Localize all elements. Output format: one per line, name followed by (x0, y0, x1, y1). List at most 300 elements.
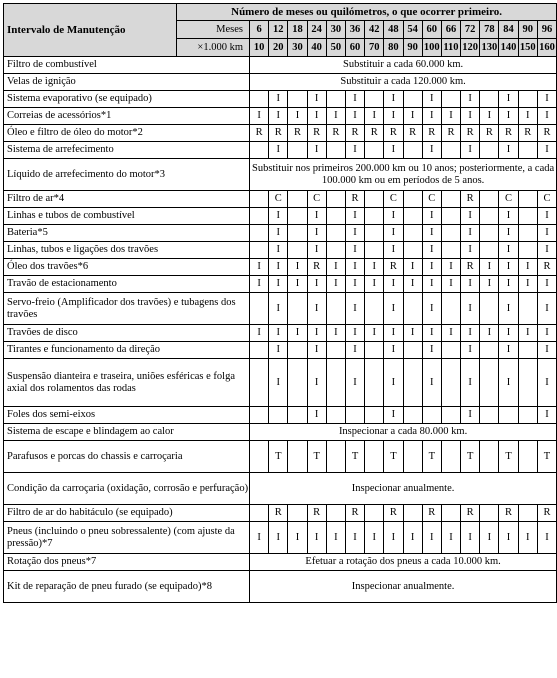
service-mark-cell: I (345, 108, 364, 125)
service-mark-cell: R (269, 125, 288, 142)
maintenance-item-label: Filtro de ar do habitáculo (se equipado) (4, 505, 250, 522)
service-mark-cell (403, 359, 422, 407)
service-mark-cell: R (384, 259, 403, 276)
service-mark-cell: I (422, 259, 441, 276)
service-mark-cell: I (307, 208, 326, 225)
service-mark-cell: I (384, 325, 403, 342)
service-mark-cell (250, 142, 269, 159)
service-mark-cell: I (288, 108, 307, 125)
service-mark-cell (250, 208, 269, 225)
service-mark-cell: I (384, 91, 403, 108)
service-mark-cell (288, 208, 307, 225)
service-mark-cell: I (461, 91, 480, 108)
table-row (4, 259, 557, 276)
interval-instruction: Efetuar a rotação dos pneus a cada 10.000 km. (250, 554, 557, 571)
service-mark-cell: R (537, 505, 556, 522)
table-row (4, 359, 557, 407)
service-mark-cell (288, 91, 307, 108)
maintenance-item-label: Foles dos semi-eixos (4, 407, 250, 424)
service-mark-cell: I (326, 325, 345, 342)
service-mark-cell (250, 505, 269, 522)
service-mark-cell (403, 225, 422, 242)
service-mark-cell: I (345, 342, 364, 359)
service-mark-cell (365, 293, 384, 325)
service-mark-cell: I (250, 276, 269, 293)
service-mark-cell: I (269, 342, 288, 359)
interval-instruction: Inspecionar anualmente. (250, 571, 557, 603)
service-mark-cell: I (422, 293, 441, 325)
service-mark-cell: R (345, 505, 364, 522)
month-header-cell: 90 (518, 21, 537, 39)
service-mark-cell: I (384, 276, 403, 293)
service-mark-cell (403, 208, 422, 225)
km-header-cell: 130 (480, 39, 499, 57)
service-mark-cell: I (461, 325, 480, 342)
service-mark-cell: R (441, 125, 460, 142)
service-mark-cell: I (422, 522, 441, 554)
interval-instruction: Substituir nos primeiros 200.000 km ou 10 anos; posteriormente, a cada 100.000 km ou em períodos de 5 anos. (250, 159, 557, 191)
service-mark-cell: I (345, 276, 364, 293)
service-mark-cell (441, 359, 460, 407)
service-mark-cell (288, 142, 307, 159)
service-mark-cell (365, 342, 384, 359)
service-mark-cell: I (461, 225, 480, 242)
service-mark-cell: C (499, 191, 518, 208)
service-mark-cell (250, 359, 269, 407)
service-mark-cell (403, 91, 422, 108)
service-mark-cell: I (269, 225, 288, 242)
service-mark-cell: T (499, 441, 518, 473)
service-mark-cell: I (307, 407, 326, 424)
service-mark-cell (441, 142, 460, 159)
service-mark-cell: I (307, 91, 326, 108)
service-mark-cell (365, 191, 384, 208)
interval-instruction: Inspecionar a cada 80.000 km. (250, 424, 557, 441)
maintenance-item-label: Parafusos e porcas do chassis e carroçaria (4, 441, 250, 473)
service-mark-cell: I (403, 108, 422, 125)
service-mark-cell (441, 441, 460, 473)
maintenance-item-label: Condição da carroçaria (oxidação, corrosão e perfuração) (4, 473, 250, 505)
service-mark-cell: I (307, 293, 326, 325)
header-row-title (4, 4, 557, 21)
service-mark-cell (365, 441, 384, 473)
service-mark-cell: I (269, 208, 288, 225)
service-mark-cell (365, 359, 384, 407)
service-mark-cell (441, 225, 460, 242)
service-mark-cell (499, 407, 518, 424)
service-mark-cell (518, 441, 537, 473)
service-mark-cell (518, 208, 537, 225)
service-mark-cell (518, 293, 537, 325)
service-mark-cell (250, 242, 269, 259)
service-mark-cell: I (537, 108, 556, 125)
service-mark-cell: T (269, 441, 288, 473)
service-mark-cell: I (307, 108, 326, 125)
service-mark-cell (403, 441, 422, 473)
km-header-cell: 70 (365, 39, 384, 57)
maintenance-item-label: Servo-freio (Amplificador dos travões) e tubagens dos travões (4, 293, 250, 325)
service-mark-cell: I (461, 108, 480, 125)
service-mark-cell (441, 505, 460, 522)
service-mark-cell: R (384, 505, 403, 522)
service-mark-cell: T (537, 441, 556, 473)
service-mark-cell (326, 208, 345, 225)
table-row (4, 74, 557, 91)
service-mark-cell: I (269, 359, 288, 407)
service-mark-cell: R (422, 505, 441, 522)
maintenance-item-label: Filtro de combustível (4, 57, 250, 74)
service-mark-cell: I (537, 342, 556, 359)
service-mark-cell: I (499, 91, 518, 108)
month-header-cell: 42 (365, 21, 384, 39)
service-mark-cell (250, 225, 269, 242)
month-header-cell: 12 (269, 21, 288, 39)
service-mark-cell: I (250, 108, 269, 125)
month-header-cell: 66 (441, 21, 460, 39)
service-mark-cell: T (384, 441, 403, 473)
month-header-cell: 30 (326, 21, 345, 39)
service-mark-cell: I (441, 108, 460, 125)
service-mark-cell: I (307, 276, 326, 293)
table-row (4, 276, 557, 293)
service-mark-cell: I (326, 522, 345, 554)
months-label: Meses (177, 21, 250, 39)
service-mark-cell: R (345, 191, 364, 208)
km-header-cell: 140 (499, 39, 518, 57)
service-mark-cell: I (403, 325, 422, 342)
service-mark-cell: I (269, 522, 288, 554)
service-mark-cell: I (345, 242, 364, 259)
service-mark-cell: T (345, 441, 364, 473)
service-mark-cell (250, 342, 269, 359)
service-mark-cell: R (345, 125, 364, 142)
service-mark-cell (480, 505, 499, 522)
service-mark-cell: I (384, 225, 403, 242)
service-mark-cell (441, 342, 460, 359)
service-mark-cell: I (499, 242, 518, 259)
service-mark-cell: I (326, 108, 345, 125)
month-header-cell: 60 (422, 21, 441, 39)
service-mark-cell: I (480, 276, 499, 293)
service-mark-cell: I (307, 359, 326, 407)
service-mark-cell: I (250, 259, 269, 276)
table-row (4, 125, 557, 142)
service-mark-cell (403, 505, 422, 522)
table-row (4, 325, 557, 342)
service-mark-cell: I (499, 342, 518, 359)
service-mark-cell: R (307, 125, 326, 142)
service-mark-cell: I (461, 142, 480, 159)
table-row (4, 441, 557, 473)
service-mark-cell: I (499, 142, 518, 159)
month-header-cell: 18 (288, 21, 307, 39)
service-mark-cell (288, 359, 307, 407)
service-mark-cell: I (461, 359, 480, 407)
service-mark-cell: I (384, 342, 403, 359)
service-mark-cell (326, 191, 345, 208)
service-mark-cell: R (499, 125, 518, 142)
table-row (4, 522, 557, 554)
maintenance-item-label: Kit de reparação de pneu furado (se equipado)*8 (4, 571, 250, 603)
km-header-cell: 40 (307, 39, 326, 57)
service-mark-cell: I (307, 225, 326, 242)
km-header-cell: 90 (403, 39, 422, 57)
km-header-cell: 120 (461, 39, 480, 57)
month-header-cell: 24 (307, 21, 326, 39)
maintenance-item-label: Óleo e filtro de óleo do motor*2 (4, 125, 250, 142)
service-mark-cell: I (345, 225, 364, 242)
service-mark-cell: I (422, 108, 441, 125)
service-mark-cell (518, 91, 537, 108)
service-mark-cell: C (384, 191, 403, 208)
maintenance-item-label: Sistema de arrefecimento (4, 142, 250, 159)
service-mark-cell: I (345, 293, 364, 325)
service-mark-cell (326, 293, 345, 325)
table-row (4, 424, 557, 441)
service-mark-cell: I (499, 225, 518, 242)
service-mark-cell: C (307, 191, 326, 208)
service-mark-cell: I (365, 276, 384, 293)
maintenance-item-label: Suspensão dianteira e traseira, uniões esféricas e folga axial dos rolamentos das rodas (4, 359, 250, 407)
service-mark-cell (518, 505, 537, 522)
service-mark-cell: T (461, 441, 480, 473)
table-row (4, 407, 557, 424)
service-mark-cell (518, 342, 537, 359)
table-row (4, 293, 557, 325)
service-mark-cell (365, 91, 384, 108)
service-mark-cell: I (422, 359, 441, 407)
service-mark-cell: R (326, 125, 345, 142)
service-mark-cell: I (288, 259, 307, 276)
service-mark-cell: I (307, 142, 326, 159)
service-mark-cell: I (384, 108, 403, 125)
service-mark-cell: I (499, 325, 518, 342)
service-mark-cell: I (422, 91, 441, 108)
service-mark-cell (326, 441, 345, 473)
service-mark-cell: I (384, 242, 403, 259)
service-mark-cell: I (422, 208, 441, 225)
service-mark-cell: I (518, 325, 537, 342)
service-mark-cell (480, 242, 499, 259)
service-mark-cell: I (326, 259, 345, 276)
interval-corner-header: Intervalo de Manutenção (4, 4, 177, 57)
service-mark-cell (250, 191, 269, 208)
service-mark-cell (250, 441, 269, 473)
service-mark-cell: R (403, 125, 422, 142)
table-row (4, 191, 557, 208)
service-mark-cell: I (326, 276, 345, 293)
km-header-cell: 30 (288, 39, 307, 57)
table-row (4, 554, 557, 571)
service-mark-cell: C (422, 191, 441, 208)
service-mark-cell (403, 242, 422, 259)
service-mark-cell: I (461, 208, 480, 225)
service-mark-cell: I (461, 342, 480, 359)
service-mark-cell (518, 359, 537, 407)
service-mark-cell: I (499, 208, 518, 225)
maintenance-item-label: Linhas, tubos e ligações dos travões (4, 242, 250, 259)
km-header-cell: 100 (422, 39, 441, 57)
service-mark-cell: I (461, 407, 480, 424)
service-mark-cell (326, 242, 345, 259)
service-mark-cell: I (537, 225, 556, 242)
service-mark-cell: C (537, 191, 556, 208)
service-mark-cell (441, 407, 460, 424)
service-mark-cell: I (537, 325, 556, 342)
service-mark-cell (326, 505, 345, 522)
service-mark-cell: I (461, 276, 480, 293)
service-mark-cell: R (537, 125, 556, 142)
maintenance-item-label: Bateria*5 (4, 225, 250, 242)
service-mark-cell: I (422, 142, 441, 159)
maintenance-item-label: Pneus (incluindo o pneu sobressalente) (com ajuste da pressão)*7 (4, 522, 250, 554)
month-header-cell: 36 (345, 21, 364, 39)
km-header-cell: 50 (326, 39, 345, 57)
service-mark-cell (403, 407, 422, 424)
service-mark-cell: I (345, 142, 364, 159)
service-mark-cell: I (441, 522, 460, 554)
service-mark-cell: I (480, 325, 499, 342)
service-mark-cell: T (422, 441, 441, 473)
service-mark-cell: I (537, 208, 556, 225)
service-mark-cell: I (422, 276, 441, 293)
service-mark-cell: I (288, 276, 307, 293)
service-mark-cell (365, 242, 384, 259)
service-mark-cell: I (384, 359, 403, 407)
service-mark-cell (480, 293, 499, 325)
service-mark-cell: I (480, 522, 499, 554)
month-header-cell: 6 (250, 21, 269, 39)
service-mark-cell: I (537, 407, 556, 424)
maintenance-item-label: Tirantes e funcionamento da direção (4, 342, 250, 359)
service-mark-cell: I (461, 522, 480, 554)
service-mark-cell (518, 225, 537, 242)
service-mark-cell (441, 293, 460, 325)
table-row (4, 505, 557, 522)
service-mark-cell (441, 91, 460, 108)
maintenance-item-label: Líquido de arrefecimento do motor*3 (4, 159, 250, 191)
service-mark-cell (518, 407, 537, 424)
service-mark-cell: I (403, 259, 422, 276)
table-row (4, 208, 557, 225)
service-mark-cell (365, 142, 384, 159)
service-mark-cell (326, 342, 345, 359)
service-mark-cell: R (384, 125, 403, 142)
km-header-cell: 160 (537, 39, 556, 57)
maintenance-item-label: Filtro de ar*4 (4, 191, 250, 208)
service-mark-cell: I (365, 259, 384, 276)
service-mark-cell (441, 208, 460, 225)
service-mark-cell (365, 505, 384, 522)
service-mark-cell: I (422, 242, 441, 259)
service-mark-cell: I (518, 108, 537, 125)
table-row (4, 142, 557, 159)
service-mark-cell: I (250, 325, 269, 342)
interval-instruction: Inspecionar anualmente. (250, 473, 557, 505)
service-mark-cell: I (537, 142, 556, 159)
service-mark-cell (403, 191, 422, 208)
service-mark-cell (288, 441, 307, 473)
km-header-cell: 110 (441, 39, 460, 57)
service-mark-cell: I (441, 325, 460, 342)
maintenance-item-label: Travão de estacionamento (4, 276, 250, 293)
service-mark-cell: I (307, 342, 326, 359)
service-mark-cell: R (307, 505, 326, 522)
service-mark-cell (518, 242, 537, 259)
service-mark-cell: I (518, 522, 537, 554)
service-mark-cell (422, 407, 441, 424)
table-row (4, 342, 557, 359)
month-header-cell: 96 (537, 21, 556, 39)
maintenance-item-label: Sistema de escape e blindagem ao calor (4, 424, 250, 441)
service-mark-cell: I (269, 108, 288, 125)
table-row (4, 242, 557, 259)
km-header-cell: 10 (250, 39, 269, 57)
service-mark-cell (480, 208, 499, 225)
maintenance-item-label: Correias de acessórios*1 (4, 108, 250, 125)
service-mark-cell: I (307, 242, 326, 259)
service-mark-cell (480, 359, 499, 407)
km-header-cell: 150 (518, 39, 537, 57)
service-mark-cell: I (384, 407, 403, 424)
service-mark-cell (518, 191, 537, 208)
service-mark-cell (288, 505, 307, 522)
service-mark-cell (365, 225, 384, 242)
table-row (4, 225, 557, 242)
maintenance-item-label: Rotação dos pneus*7 (4, 554, 250, 571)
service-mark-cell (250, 407, 269, 424)
maintenance-item-label: Óleo dos travões*6 (4, 259, 250, 276)
maintenance-item-label: Sistema evaporativo (se equipado) (4, 91, 250, 108)
service-mark-cell (326, 359, 345, 407)
service-mark-cell (250, 293, 269, 325)
service-mark-cell (480, 191, 499, 208)
service-mark-cell: R (499, 505, 518, 522)
service-mark-cell (288, 293, 307, 325)
service-mark-cell: I (269, 142, 288, 159)
service-mark-cell: R (307, 259, 326, 276)
table-row (4, 159, 557, 191)
service-mark-cell: I (441, 259, 460, 276)
table-row (4, 571, 557, 603)
service-mark-cell: I (461, 293, 480, 325)
interval-instruction: Substituir a cada 120.000 km. (250, 74, 557, 91)
service-mark-cell: R (461, 259, 480, 276)
service-mark-cell: I (518, 276, 537, 293)
service-mark-cell: I (365, 325, 384, 342)
service-mark-cell (365, 208, 384, 225)
service-mark-cell (365, 407, 384, 424)
service-mark-cell (326, 91, 345, 108)
service-mark-cell: I (499, 276, 518, 293)
service-mark-cell (288, 342, 307, 359)
service-mark-cell: I (403, 522, 422, 554)
service-mark-cell: I (365, 522, 384, 554)
service-mark-cell: I (345, 522, 364, 554)
service-mark-cell: C (269, 191, 288, 208)
service-mark-cell: I (384, 208, 403, 225)
service-mark-cell: R (537, 259, 556, 276)
service-mark-cell: R (269, 505, 288, 522)
service-mark-cell: I (480, 108, 499, 125)
service-mark-cell: I (269, 91, 288, 108)
service-mark-cell (288, 407, 307, 424)
service-mark-cell: R (288, 125, 307, 142)
service-mark-cell: I (499, 108, 518, 125)
service-mark-cell (480, 225, 499, 242)
schedule-title: Número de meses ou quilómetros, o que ocorrer primeiro. (177, 4, 557, 21)
service-mark-cell: R (461, 505, 480, 522)
